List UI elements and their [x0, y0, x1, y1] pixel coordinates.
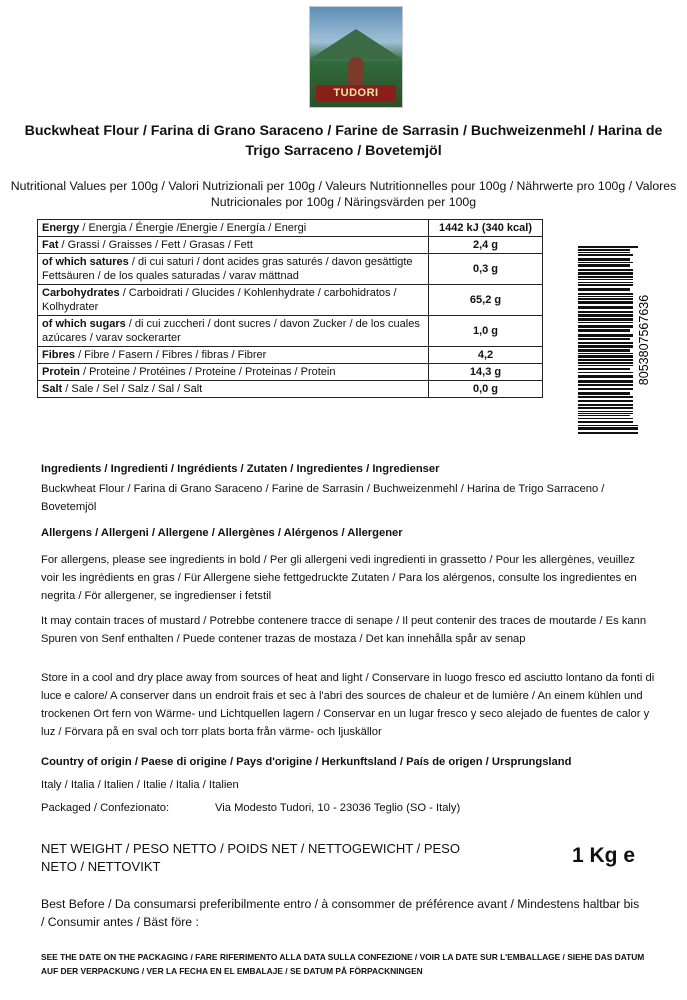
net-weight-value: 1 Kg e: [572, 844, 636, 867]
nutrient-name: [38, 285, 429, 316]
nutrient-name: [38, 347, 429, 364]
nutrient-value: 4,2: [429, 347, 543, 364]
allergens-text: For allergens, please see ingredients in bold / Per gli allergeni vedi ingredienti in grassetto / Pour les allergènes, veuillez voir les ingrédients en gras / Für Allergene siehe fettgedruckte Zutaten / Para los alérgenos, consulte los ingredientes en negrita / För allergener, se ingredienser i fetstil: [41, 554, 637, 602]
barcode-bar: [578, 388, 633, 390]
nutrient-name-bold: Protein: [42, 366, 80, 378]
nutrient-name-translations: / Sale / Sel / Salz / Sal / Salt: [62, 383, 203, 395]
barcode-bar: [578, 254, 633, 256]
barcode-bar: [578, 311, 633, 313]
traces-text: It may contain traces of mustard / Potrebbe contenere tracce di senape / Il peut contenir des traces de moutarde / Es kann Spuren von Senf enthalten / Puede contener trazas de mostaza / Det kan innehålla spår av senap: [41, 615, 647, 645]
barcode-bar: [578, 418, 633, 419]
net-weight-label: NET WEIGHT / PESO NETTO / POIDS NET / NETTOGEWICHT / PESO NETO / NETTOVIKT: [41, 841, 460, 874]
nutrient-name-translations: / Carboidrati / Glucides / Kohlenhydrate / carbohidratos / Kolhydrater: [42, 287, 397, 313]
tudori-logo: [309, 6, 403, 108]
barcode-bar: [578, 425, 638, 426]
barcode-bar: [578, 368, 630, 370]
barcode-bar: [578, 396, 633, 398]
barcode-bar: [578, 372, 633, 373]
nutrient-value: 0,3 g: [429, 254, 543, 285]
barcode-bar: [578, 249, 630, 251]
barcode-bar: [578, 298, 633, 300]
barcode-bar: [578, 362, 633, 364]
barcode-bar: [578, 293, 633, 295]
barcode-bar: [578, 258, 630, 261]
nutrition-row: [38, 347, 543, 364]
ingredients-heading: Ingredients / Ingredienti / Ingrédients / Zutaten / Ingredientes / Ingredienser: [41, 463, 440, 475]
barcode-bar: [578, 375, 633, 378]
nutrient-name-translations: / Proteine / Protéines / Proteine / Proteinas / Protein: [79, 366, 336, 378]
nutrient-name: [38, 220, 429, 237]
barcode-bar: [578, 421, 633, 423]
barcode-bar: [578, 325, 633, 328]
nutrition-row: [38, 364, 543, 381]
nutrient-name-bold: Carbohydrates: [42, 287, 120, 299]
barcode-bar: [578, 365, 633, 366]
nutrient-value: 0,0 g: [429, 381, 543, 398]
barcode-bar: [578, 427, 638, 430]
nutrition-row: [38, 237, 543, 254]
nutrition-heading: Nutritional Values per 100g / Valori Nutrizionali per 100g / Valeurs Nutritionnelles pour 100g / Nährwerte pro 100g / Valores Nutricionales por 100g / Näringsvärden per 100g: [10, 179, 677, 209]
nutrition-row: [38, 316, 543, 347]
nutrient-name: [38, 254, 429, 285]
barcode-bar: [578, 282, 633, 283]
barcode-bar: [578, 413, 633, 414]
barcode-bar: [578, 407, 633, 409]
barcode-bar: [578, 296, 633, 297]
product-title: Buckwheat Flour / Farina di Grano Saraceno / Farine de Sarrasin / Buchweizenmehl / Harina de Trigo Sarraceno / Bovetemjöl: [24, 123, 663, 159]
figure-shape: [348, 57, 364, 87]
barcode-bar: [578, 355, 633, 358]
nutrient-name-translations: / di cui saturi / dont acides gras saturés / davon gesättigte Fettsäuren / de los quales saturadas / varav mättnad: [42, 256, 413, 282]
barcode-bar: [578, 264, 630, 267]
storage-text: Store in a cool and dry place away from sources of heat and light / Conservare in luogo fresco ed asciutto lontano da fonti di luce e calore/ A conserver dans un endroit frais et sec à l'abri des sources de chaleur et de lumière / An einem kühlen und trockenen Ort fern von Wärme- und Lichtquellen lagern / Conservar en un lugar fresco y seco alejado de fuentes de calor y luz / Förvara på en sval och torr plats borta från värme- och ljuskällor: [41, 672, 655, 738]
nutrient-name-translations: / Grassi / Graisses / Fett / Grasas / Fett: [58, 239, 253, 251]
barcode-bar: [578, 411, 633, 412]
barcode-bar: [578, 432, 638, 434]
mountain-shape: [310, 29, 402, 59]
nutrient-name-bold: of which sugars: [42, 318, 126, 330]
barcode-bar: [578, 284, 633, 286]
nutrition-row: [38, 381, 543, 398]
packaged-label: Packaged / Confezionato:: [41, 802, 170, 814]
nutrition-row: [38, 285, 543, 316]
nutrient-value: 1,0 g: [429, 316, 543, 347]
barcode-bar: [578, 322, 633, 323]
barcode-bar: [578, 349, 630, 352]
barcode-bar: [578, 279, 633, 280]
barcode-bar: [578, 314, 633, 317]
barcode-bar: [578, 384, 633, 386]
nutrient-value: 1442 kJ (340 kcal): [429, 220, 543, 237]
barcode-bar: [578, 353, 633, 354]
barcode-bar: [578, 288, 630, 291]
barcode-bar: [578, 415, 630, 416]
barcode-bar: [578, 276, 633, 278]
nutrient-name: [38, 316, 429, 347]
barcode-bar: [578, 380, 633, 383]
barcode-bar: [578, 269, 633, 271]
nutrient-name-bold: Energy: [42, 222, 80, 234]
barcode-bar: [578, 329, 630, 332]
barcode: [578, 246, 656, 434]
barcode-number: 8053807567636: [637, 294, 651, 386]
barcode-bar: [578, 306, 633, 309]
nutrient-value: 65,2 g: [429, 285, 543, 316]
barcode-bar: [578, 334, 633, 337]
nutrient-name-translations: / Fibre / Fasern / Fibres / fibras / Fibrer: [75, 349, 267, 361]
nutrient-name: [38, 364, 429, 381]
allergens-heading: Allergens / Allergeni / Allergene / Allergènes / Alérgenos / Allergener: [41, 527, 403, 539]
packaged-line: [41, 800, 461, 816]
nutrient-name-translations: / di cui zuccheri / dont sucres / davon Zucker / de los cuales azúcares / varav sockerarter: [42, 318, 420, 344]
nutrient-name-bold: of which satures: [42, 256, 129, 268]
nutrition-row: [38, 254, 543, 285]
nutrient-value: 2,4 g: [429, 237, 543, 254]
logo-brand: TUDORI: [316, 85, 396, 101]
nutrient-value: 14,3 g: [429, 364, 543, 381]
ingredients-text: Buckwheat Flour / Farina di Grano Saraceno / Farine de Sarrasin / Buchweizenmehl / Harina de Trigo Sarraceno / Bovetemjöl: [41, 483, 605, 513]
nutrient-name-bold: Fibres: [42, 349, 76, 361]
barcode-bar: [578, 400, 633, 402]
nutrient-name: [38, 237, 429, 254]
nutrient-name-translations: / Energia / Énergie /Energie / Energía / Energi: [79, 222, 307, 234]
packaged-address: Via Modesto Tudori, 10 - 23036 Teglio (SO - Italy): [215, 802, 461, 814]
barcode-bar: [578, 392, 630, 395]
barcode-bar: [578, 272, 633, 275]
barcode-bar: [578, 404, 633, 406]
origin-text: Italy / Italia / Italien / Italie / Italia / Italien: [41, 779, 239, 791]
nutrient-name-bold: Salt: [42, 383, 63, 395]
barcode-bar: [578, 246, 638, 248]
barcode-bar: [578, 318, 633, 321]
barcode-bar: [578, 338, 630, 340]
barcode-bar: [578, 342, 633, 344]
nutrition-row: [38, 220, 543, 237]
best-before: Best Before / Da consumarsi preferibilmente entro / à consommer de préférence avant / Mindestens haltbar bis / Consumir antes / Bäst före :: [41, 897, 640, 929]
barcode-bar: [578, 252, 630, 253]
origin-heading: Country of origin / Paese di origine / Pays d'origine / Herkunftsland / País de origen / Ursprungsland: [41, 756, 572, 768]
nutrient-name: [38, 381, 429, 398]
barcode-bar: [578, 345, 633, 348]
barcode-bar: [578, 262, 633, 263]
barcode-bar: [578, 359, 633, 361]
date-note: SEE THE DATE ON THE PACKAGING / FARE RIFERIMENTO ALLA DATA SULLA CONFEZIONE / VOIR LA DATE SUR L'EMBALLAGE / SIEHE DAS DATUM AUF DER VERPACKUNG / VER LA FECHA EN EL EMBALAJE / SE DATUM PÅ FÖRPACKNINGEN: [41, 952, 645, 976]
barcode-bar: [578, 301, 633, 304]
nutrient-name-bold: Fat: [42, 239, 59, 251]
nutrition-table: [37, 219, 543, 398]
